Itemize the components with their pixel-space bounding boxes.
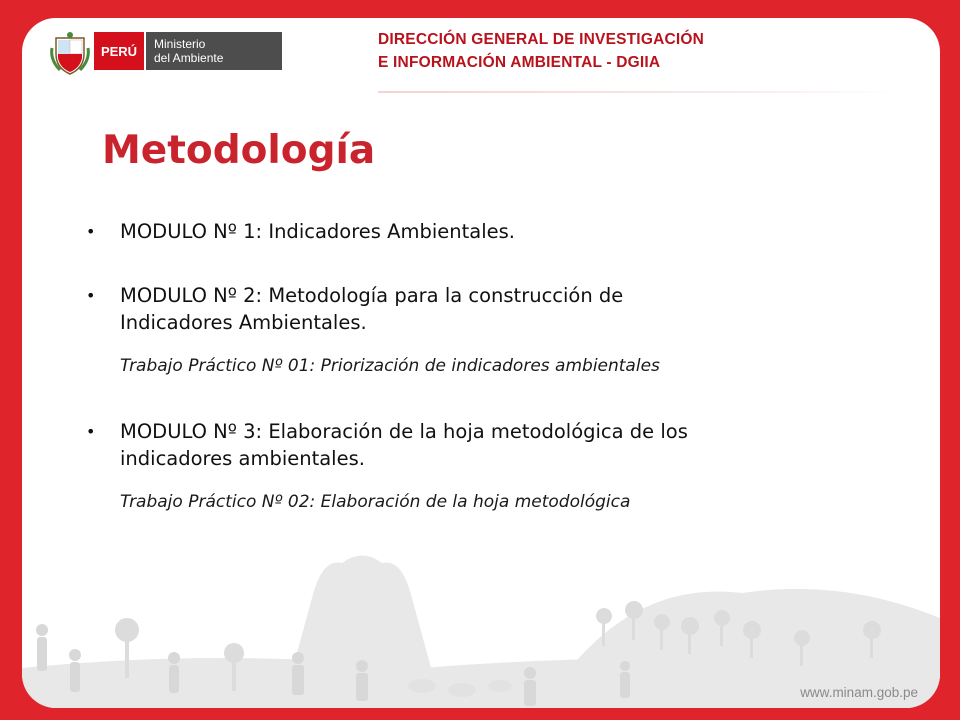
person-icon: [36, 624, 48, 636]
ministry-line-1: Ministerio: [154, 37, 206, 51]
module-3-line-2: indicadores ambientales.: [120, 447, 365, 470]
module-block-3: [80, 418, 840, 514]
ministry-label: [146, 32, 282, 70]
coat-of-arms-icon: [50, 30, 90, 76]
person-icon: [524, 667, 536, 679]
person-icon: [356, 660, 368, 672]
slide: [22, 18, 940, 708]
minam-logo: [50, 28, 282, 78]
person-icon: [620, 661, 630, 671]
llama-icon: [408, 679, 436, 693]
person-icon: [69, 649, 81, 661]
tree-icon: [714, 610, 730, 626]
module-item-1: [80, 218, 840, 245]
organization-line-2: E INFORMACIÓN AMBIENTAL - DGIIA: [378, 54, 661, 71]
module-list: [80, 218, 840, 514]
module-2-line-2: Indicadores Ambientales.: [120, 311, 367, 334]
website-link[interactable]: www.minam.gob.pe: [800, 685, 918, 700]
llama-icon: [488, 680, 512, 692]
tree-icon: [654, 614, 670, 630]
module-2-line-1: MODULO Nº 2: Metodología para la construcción de: [120, 284, 624, 307]
tree-icon: [794, 630, 810, 646]
tree-icon: [224, 643, 244, 663]
person-icon: [168, 652, 180, 664]
practical-work-1: Trabajo Práctico Nº 01: Priorización de indicadores ambientales: [120, 356, 660, 376]
header-divider: [378, 91, 898, 93]
organization-line-1: DIRECCIÓN GENERAL DE INVESTIGACIÓN: [378, 31, 705, 48]
bullet: •: [86, 422, 96, 441]
bullet: •: [86, 286, 96, 305]
module-item-2: [80, 282, 840, 336]
llama-icon: [448, 683, 476, 697]
module-3-line-1: MODULO Nº 3: Elaboración de la hoja metodológica de los: [120, 420, 688, 443]
organization-title: [378, 28, 898, 74]
peru-label: PERÚ: [94, 32, 144, 70]
bullet: •: [86, 222, 96, 241]
person-icon: [292, 652, 304, 664]
module-1-text: MODULO Nº 1: Indicadores Ambientales.: [120, 220, 516, 243]
page-title: Metodología: [102, 128, 376, 173]
module-item-3: [80, 418, 840, 472]
module-block-2: [80, 282, 840, 378]
ministry-line-2: del Ambiente: [154, 51, 224, 65]
practical-work-2: Trabajo Práctico Nº 02: Elaboración de la hoja metodológica: [120, 492, 631, 512]
tree-icon: [596, 608, 612, 624]
